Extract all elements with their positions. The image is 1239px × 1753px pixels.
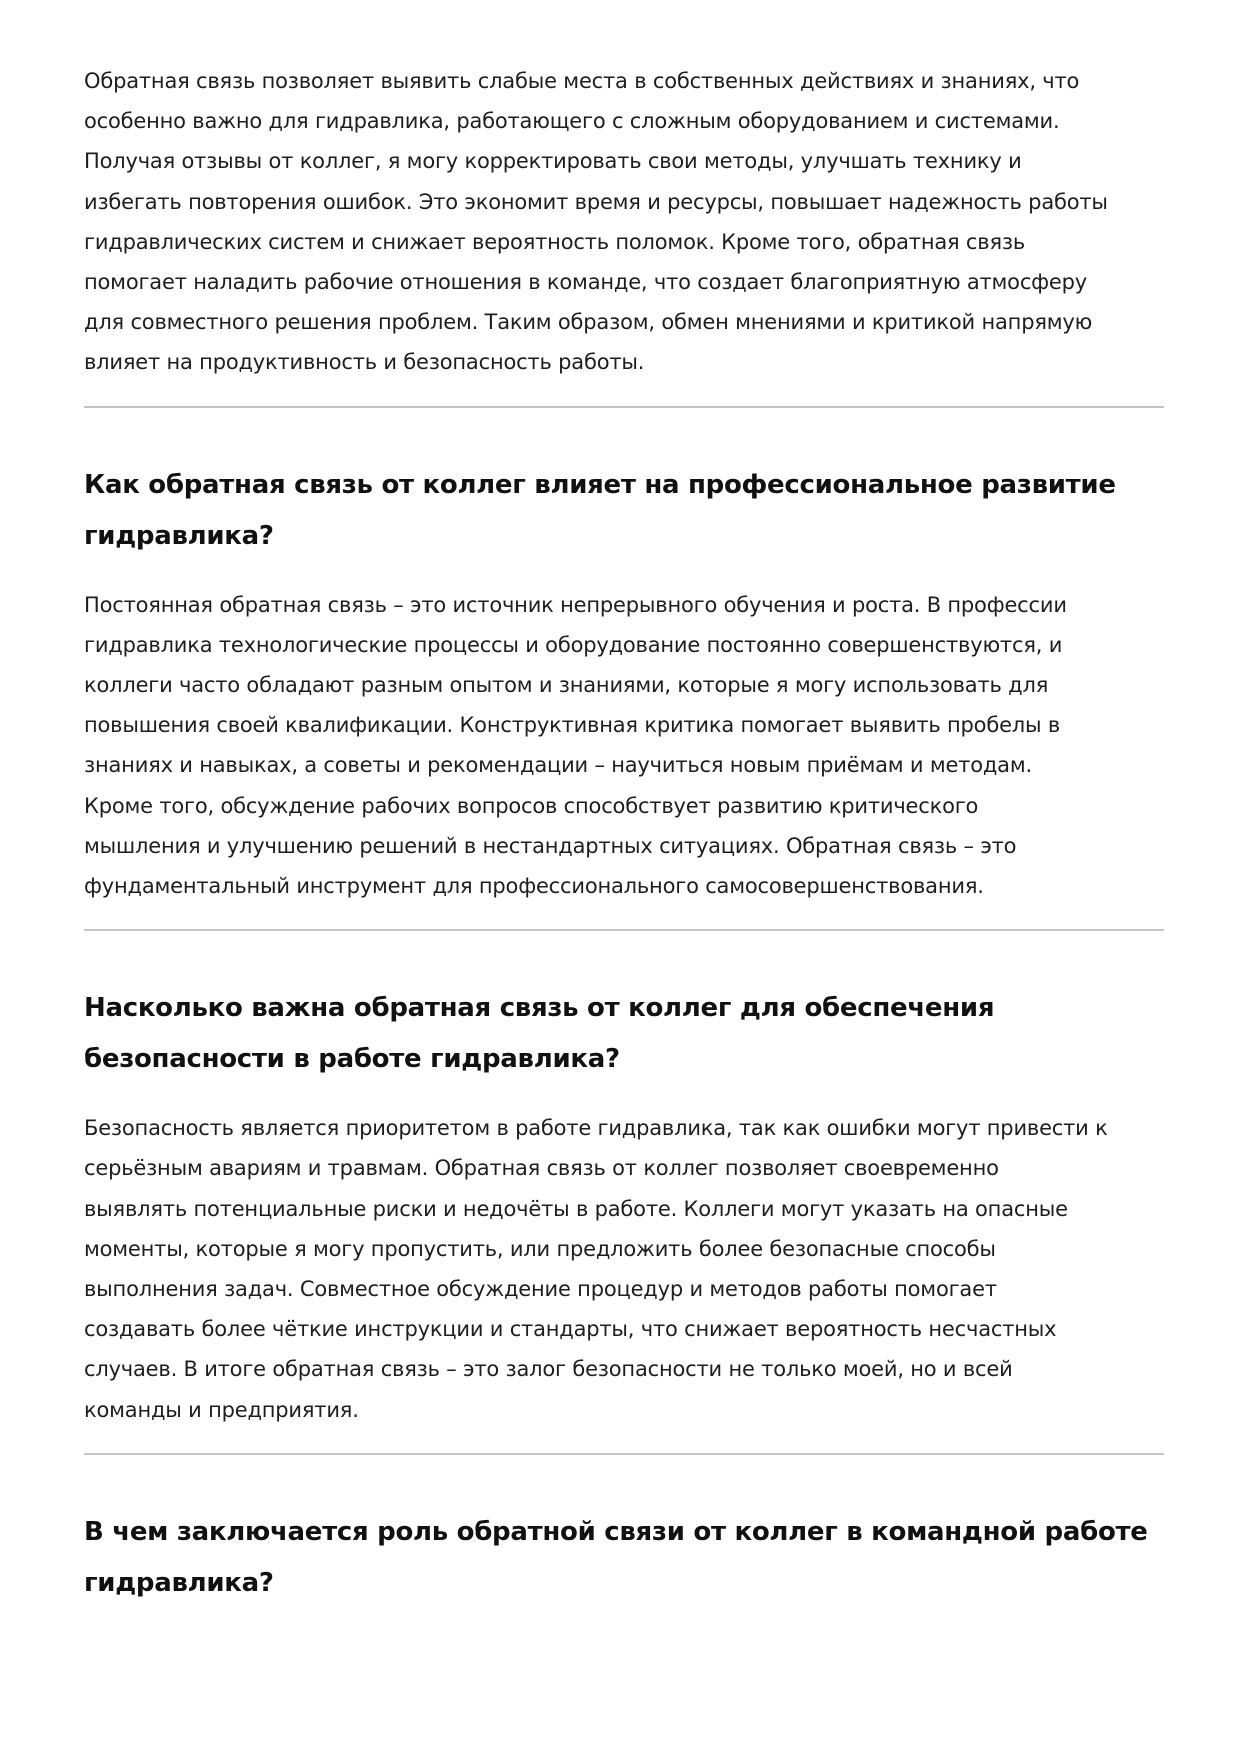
- text-line: Получая отзывы от коллег, я могу корректировать свои методы, улучшать технику и: [84, 149, 1022, 174]
- text-line: выполнения задач. Совместное обсуждение процедур и методов работы помогает: [84, 1277, 997, 1302]
- text-line: команды и предприятия.: [84, 1397, 359, 1422]
- section-heading-safety: [84, 983, 1164, 1085]
- text-line: для совместного решения проблем. Таким образом, обмен мнениями и критикой напрямую: [84, 310, 1093, 335]
- divider: [84, 406, 1164, 408]
- divider: [84, 929, 1164, 931]
- text-line: Обратная связь позволяет выявить слабые места в собственных действиях и знаниях, что: [84, 69, 1080, 93]
- divider: [84, 1453, 1164, 1455]
- document-page: [84, 61, 1164, 1632]
- text-line: помогает наладить рабочие отношения в команде, что создает благоприятную атмосферу: [84, 270, 1088, 295]
- text-line: гидравлических систем и снижает вероятность поломок. Кроме того, обратная связь: [84, 229, 1026, 254]
- section-heading-professional-development: [84, 460, 1164, 562]
- heading-line: В чем заключается роль обратной связи от коллег в командной работе: [84, 1516, 1148, 1547]
- text-line: моменты, которые я могу пропустить, или предложить более безопасные способы: [84, 1236, 996, 1261]
- heading-line: безопасности в работе гидравлика?: [84, 1044, 620, 1075]
- heading-line: Насколько важна обратная связь от коллег для обеспечения: [84, 993, 995, 1024]
- text-line: Безопасность является приоритетом в работе гидравлика, так как ошибки могут привести к: [84, 1116, 1108, 1141]
- paragraph-safety: [84, 1108, 1164, 1430]
- section-heading-teamwork: [84, 1507, 1164, 1609]
- paragraph-intro: [84, 61, 1164, 383]
- heading-line: гидравлика?: [84, 1567, 274, 1598]
- text-line: особенно важно для гидравлика, работающего с сложным оборудованием и системами.: [84, 109, 1060, 134]
- text-line: коллеги часто обладают разным опытом и знаниями, которые я могу использовать для: [84, 673, 1049, 698]
- heading-line: гидравлика?: [84, 520, 274, 551]
- text-line: мышления и улучшению решений в нестандартных ситуациях. Обратная связь – это: [84, 833, 1017, 858]
- text-line: выявлять потенциальные риски и недочёты в работе. Коллеги могут указать на опасные: [84, 1196, 1068, 1221]
- text-line: знаниях и навыках, а советы и рекомендации – научиться новым приёмам и методам.: [84, 753, 1032, 778]
- text-line: гидравлика технологические процессы и оборудование постоянно совершенствуются, и: [84, 632, 1063, 657]
- text-line: случаев. В итоге обратная связь – это залог безопасности не только моей, но и всей: [84, 1357, 1013, 1382]
- text-line: влияет на продуктивность и безопасность работы.: [84, 350, 645, 375]
- paragraph-professional-development: [84, 585, 1164, 907]
- heading-line: Как обратная связь от коллег влияет на профессиональное развитие: [84, 469, 1116, 500]
- text-line: создавать более чёткие инструкции и стандарты, что снижает вероятность несчастных: [84, 1317, 1057, 1342]
- text-line: Кроме того, обсуждение рабочих вопросов способствует развитию критического: [84, 793, 979, 818]
- text-line: повышения своей квалификации. Конструктивная критика помогает выявить пробелы в: [84, 713, 1061, 738]
- text-line: фундаментальный инструмент для профессионального самосовершенствования.: [84, 874, 984, 899]
- text-line: избегать повторения ошибок. Это экономит время и ресурсы, повышает надежность работы: [84, 189, 1108, 214]
- text-line: серьёзным авариям и травмам. Обратная связь от коллег позволяет своевременно: [84, 1156, 999, 1181]
- text-line: Постоянная обратная связь – это источник непрерывного обучения и роста. В профессии: [84, 592, 1067, 617]
